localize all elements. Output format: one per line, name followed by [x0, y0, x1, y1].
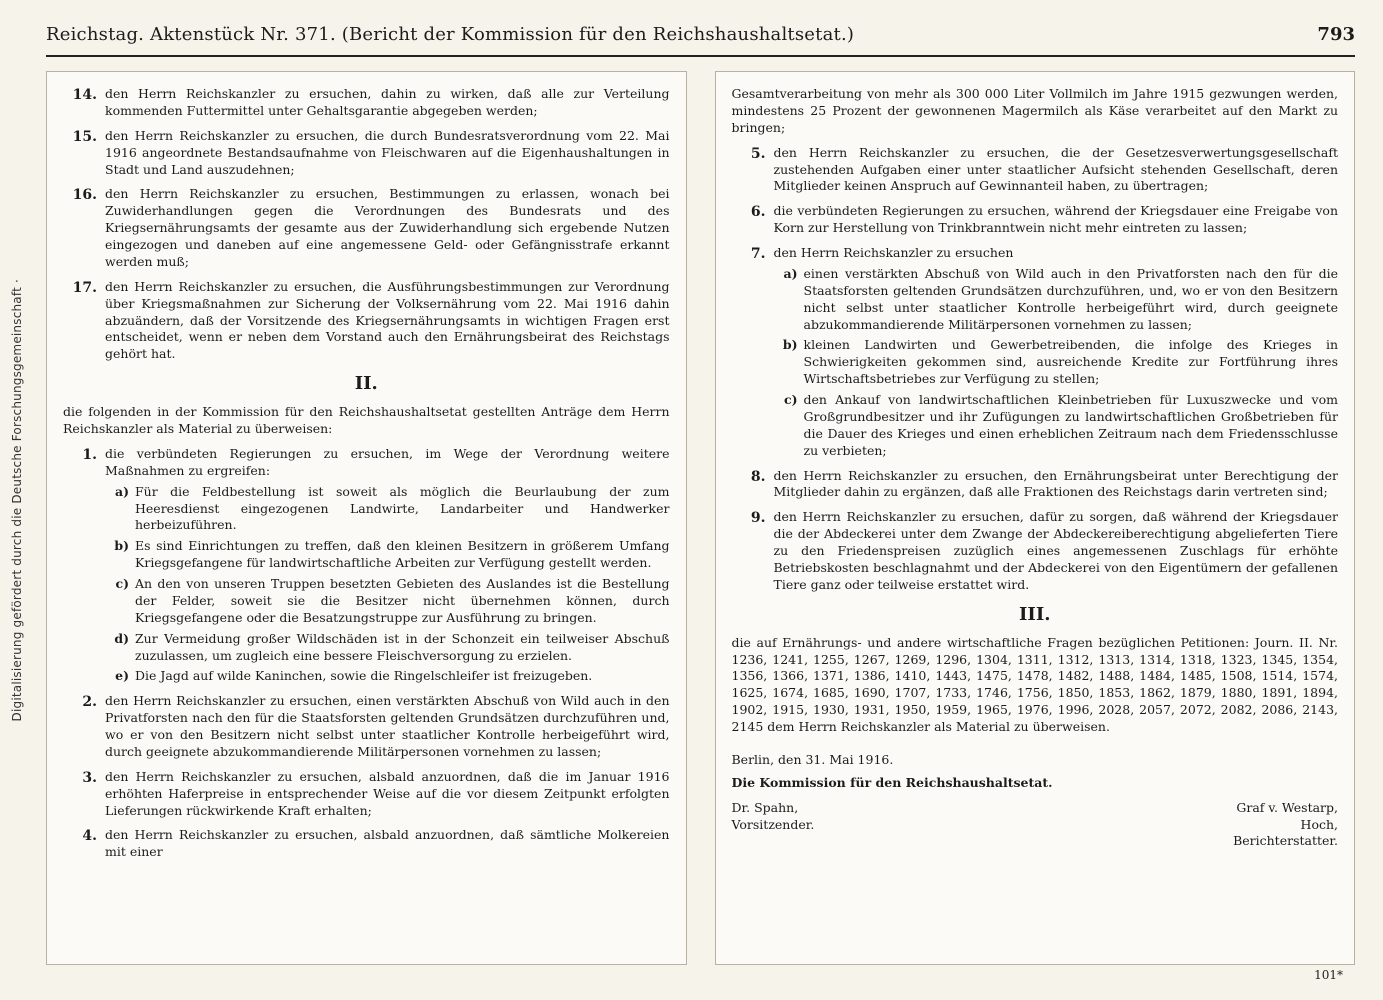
signatures	[732, 800, 1339, 851]
signature-left-role: Vorsitzender.	[731, 816, 815, 832]
subitem-text: Für die Feldbestellung ist soweit als möglich die Beurlaubung der zum Heeresdienst eingezogenen Landwirte, Landarbeiter und Handwerker herbeizuführen.	[135, 483, 670, 533]
running-header	[46, 24, 1355, 57]
item-number: 3.	[82, 769, 97, 786]
page-number: 793	[1317, 24, 1355, 45]
subitem-label: b)	[782, 337, 798, 353]
subitem-label: c)	[783, 392, 798, 407]
item-15	[63, 128, 670, 179]
section-ii-item-3	[63, 769, 670, 820]
item-7	[732, 245, 1339, 460]
item-14	[63, 86, 670, 120]
signature-left-name: Dr. Spahn,	[731, 799, 799, 815]
subitem-text: Zur Vermeidung großer Wildschäden ist in der Schonzeit ein teilweiser Abschuß zuzulassen, um zugleich eine bessere Fleischversorgung zu erzielen.	[135, 630, 670, 663]
subitem-b	[774, 337, 1339, 388]
item-16	[63, 186, 670, 270]
subitem-c	[774, 392, 1339, 460]
place-date: Berlin, den 31. Mai 1916.	[731, 751, 894, 767]
subitem-text: Die Jagd auf wilde Kaninchen, sowie die Ringelschleifer ist freizugeben.	[135, 668, 593, 684]
content-columns	[46, 57, 1355, 965]
subitem-text: den Ankauf von landwirtschaftlichen Kleinbetrieben für Luxuszwecke und vom Großgrundbesitzer und ihr Zufügungen zu landwirtschaftlichen Großbetrieben für die Dauer des Krieges und einen erheblichen Zeitraum nach dem Friedensschlusse zu verbieten;	[803, 392, 1338, 458]
item-text: die verbündeten Regierungen zu ersuchen, während der Kriegsdauer eine Freigabe von Korn zur Herstellung von Trinkbranntwein nicht mehr eintreten zu lassen;	[773, 203, 1338, 236]
subitem-c	[105, 576, 670, 627]
signature-right-role2: Berichterstatter.	[1233, 833, 1338, 849]
subitem-e	[105, 668, 670, 685]
item-number: 8.	[750, 468, 766, 485]
item-number: 14.	[72, 87, 97, 103]
item-number: 9.	[750, 510, 766, 527]
item-text: den Herrn Reichskanzler zu ersuchen, dafür zu sorgen, daß während der Kriegsdauer die der Abdeckerei unter dem Zwange der Abdeckereiberechtigung abgelieferten Tiere zu den Friedenspreisen zuzüglich eines angemessenen Zuschlags für erhöhte Betriebskosten beschlagnahmt und der Abdeckerei von den Eigentümern der gefallenen Tiere ganz oder teilweise erstattet wird.	[773, 509, 1338, 592]
subitem-label: c)	[115, 576, 129, 591]
item-number: 17.	[72, 279, 97, 296]
section-ii-title: II.	[354, 373, 378, 395]
item-17	[63, 279, 670, 363]
item-number: 16.	[72, 187, 97, 204]
item-5	[732, 145, 1339, 196]
subitem-label: d)	[114, 630, 129, 646]
footer-page-marker: 101*	[1314, 968, 1343, 982]
item-text: den Herrn Reichskanzler zu ersuchen, den Ernährungsbeirat unter Berechtigung der Mitglieder dahin zu ergänzen, daß alle Fraktionen des Reichstags darin vertreten sind;	[773, 467, 1338, 500]
item-text	[774, 245, 1339, 460]
section-iii-title: III.	[1018, 603, 1051, 625]
item-text: den Herrn Reichskanzler zu ersuchen, die der Gesetzesverwertungsgesellschaft zustehenden Aufgaben einer unter staatlicher Aufsicht stehenden Gesellschaft, deren Mitglieder keinen Anspruch auf Gewinnanteil haben, zu übertragen;	[773, 144, 1338, 194]
item-text	[105, 446, 670, 685]
item-number: 1.	[82, 446, 97, 463]
item-6	[732, 203, 1339, 237]
item-text: den Herrn Reichskanzler zu ersuchen, Bestimmungen zu erlassen, wonach bei Zuwiderhandlungen gegen die Verordnungen des Bundesrats und des Kriegsernährungsamts der gesamte aus der Zuwiderhandlung sich ergebende Nutzen eingezogen und daneben auf eine angemessene Geld- oder Gefängnisstrafe erkannt werden muß;	[105, 186, 670, 269]
section-ii-list	[63, 446, 670, 861]
signature-right	[1040, 800, 1338, 851]
item-number: 6.	[750, 204, 766, 221]
subitem-label: a)	[783, 265, 798, 281]
item-text-main: die verbündeten Regierungen zu ersuchen, im Wege der Verordnung weitere Maßnahmen zu ergreifen:	[105, 445, 670, 478]
item-number: 2.	[82, 694, 97, 711]
section-ii-intro: die folgenden in der Kommission für den Reichshaushaltsetat gestellten Anträge dem Herrn Reichskanzler als Material zu überweisen:	[63, 404, 670, 436]
section-ii-item-4	[63, 827, 670, 861]
item-number: 4.	[82, 828, 97, 845]
item-number: 5.	[750, 145, 766, 162]
left-items	[63, 86, 670, 363]
item-text: den Herrn Reichskanzler zu ersuchen, einen verstärkten Abschuß von Wild auch in den Privatforsten nach den für die Staatsforsten geltenden Grundsätzen durchzuführen und, wo er von den Besitzern nicht selbst unter staatlicher Kontrolle herbeigeführt wird, durch geeignete abzukommandierende Militärpersonen vornehmen zu lassen;	[105, 693, 670, 759]
item-9	[732, 509, 1339, 593]
right-column	[715, 71, 1356, 965]
running-header-left: Reichstag. Aktenstück Nr. 371. (Bericht der Kommission für den Reichshaushaltsetat.)	[46, 24, 855, 45]
item-text-main: den Herrn Reichskanzler zu ersuchen	[773, 245, 1014, 260]
subitem-label: a)	[114, 483, 129, 499]
item-text: den Herrn Reichskanzler zu ersuchen, alsbald anzuordnen, daß die im Januar 1916 erhöhten Haferpreise in entsprechender Weise auf die vor diesem Zeitpunkt erfolgten Lieferungen rückwirkende Kraft erhalten;	[105, 768, 670, 818]
subitem-text: einen verstärkten Abschuß von Wild auch in den Privatforsten nach den für die Staatsforsten geltenden Grundsätzen durchzuführen, und, wo er von den Besitzern nicht selbst unter staatlicher Kontrolle herbeigeführt wird, durch geeignete abzukommandierende Militärpersonen vornehmen zu lassen;	[803, 265, 1338, 332]
continuation-text: Gesamtverarbeitung von mehr als 300 000 Liter Vollmilch im Jahre 1915 gezwungen werden, mindestens 25 Prozent der gewonnenen Magermilch als Käse verarbeitet auf den Markt zu bringen;	[731, 86, 1338, 135]
subitem-a	[774, 266, 1339, 334]
subitem-text: kleinen Landwirten und Gewerbetreibenden, die infolge des Krieges in Schwierigkeiten gekommen sind, ausreichende Kredite zur Fortführung ihres Wirtschaftsbetriebes zur Verfügung zu stellen;	[803, 337, 1338, 387]
subitem-label: b)	[114, 538, 129, 554]
side-credit	[0, 0, 34, 1000]
section-iii-text: die auf Ernährungs- und andere wirtschaftliche Fragen bezüglichen Petitionen: Journ. II. Nr. 1236, 1241, 1255, 1267, 1269, 1296, 1304, 1311, 1312, 1313, 1314, 1318, 1323, 1345, 1354, 1356, 1366, 1371, 1386, 1410, 1443, 1475, 1478, 1482, 1488, 1484, 1485, 1508, 1514, 1574, 1625, 1674, 1685, 1690, 1707, 1733, 1746, 1756, 1850, 1853, 1862, 1879, 1880, 1891, 1894, 1902, 1915, 1930, 1931, 1950, 1959, 1965, 1976, 1996, 2028, 2057, 2072, 2082, 2086, 2143, 2145 dem Herrn Reichskanzler als Material zu überweisen.	[731, 634, 1338, 734]
closing-block	[732, 752, 1339, 850]
item-8	[732, 468, 1339, 502]
section-ii-item-2	[63, 693, 670, 761]
subitem-text: An den von unseren Truppen besetzten Gebieten des Auslandes ist die Bestellung der Felder, soweit sie die Besitzer nicht übernehmen können, durch Kriegsgefangene oder die Besatzungstruppe zur Ausführung zu bringen.	[135, 576, 670, 625]
item-text: den Herrn Reichskanzler zu ersuchen, dahin zu wirken, daß alle zur Verteilung kommenden Futtermittel unter Gehaltsgarantie abgegeben werden;	[105, 86, 670, 118]
subitem-d	[105, 631, 670, 665]
signature-right-role: Hoch,	[1300, 816, 1338, 832]
commission-name: Die Kommission für den Reichshaushaltsetat.	[731, 774, 1053, 790]
subitem-text: Es sind Einrichtungen zu treffen, daß den kleinen Besitzern in größerem Umfang Kriegsgefangene für landwirtschaftliche Arbeiten zur Verfügung gestellt werden.	[135, 538, 670, 571]
subitem-label: e)	[115, 668, 129, 684]
item-text: den Herrn Reichskanzler zu ersuchen, die durch Bundesratsverordnung vom 22. Mai 1916 angeordnete Bestandsaufnahme von Fleischwaren auf die Eigenhaushaltungen in Stadt und Land auszudehnen;	[105, 127, 670, 177]
right-items	[732, 145, 1339, 594]
signature-left	[732, 800, 1030, 851]
left-column	[46, 71, 687, 965]
subitem-b	[105, 538, 670, 572]
signature-right-name: Graf v. Westarp,	[1236, 799, 1338, 815]
item-text: den Herrn Reichskanzler zu ersuchen, die Ausführungsbestimmungen zur Verordnung über Kriegsmaßnahmen zur Sicherung der Volksernährung vom 22. Mai 1916 dahin abzuändern, daß der Vorsitzende des Kriegsernährungsamts in wichtigen Fragen erst entscheidet, wenn er neben dem Vorstand auch den Ernährungsbeirat des Reichstags gehört hat.	[105, 278, 670, 362]
side-credit-text: Digitalisierung gefördert durch die Deutsche Forschungsgemeinschaft ·	[10, 278, 24, 722]
subitem-a	[105, 484, 670, 535]
item-number: 15.	[72, 128, 97, 145]
item-number: 7.	[750, 246, 766, 262]
section-ii-item-1	[63, 446, 670, 685]
item-text: den Herrn Reichskanzler zu ersuchen, alsbald anzuordnen, daß sämtliche Molkereien mit einer	[105, 827, 670, 860]
